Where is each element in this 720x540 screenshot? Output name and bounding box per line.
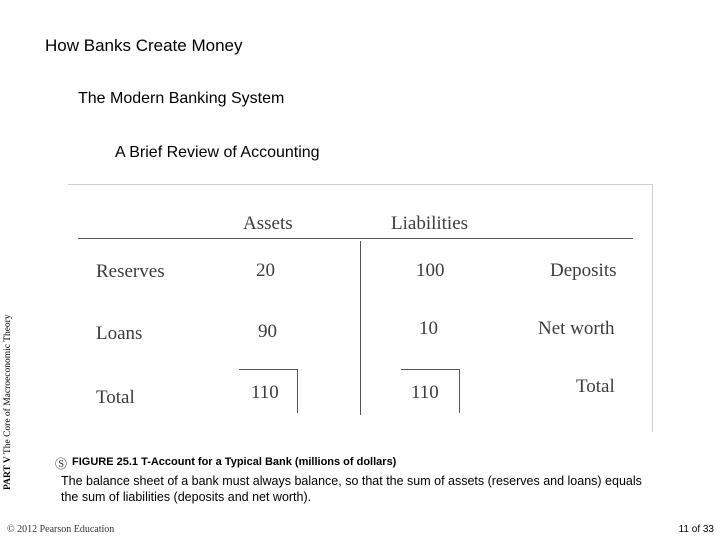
liabilities-total-rule — [401, 369, 459, 370]
assets-total-value: 110 — [251, 382, 279, 403]
assets-total-label: Total — [96, 387, 135, 408]
subsection-heading: A Brief Review of Accounting — [115, 144, 320, 161]
figure-caption: FIGURE 25.1 T-Account for a Typical Bank (millions of dollars) — [72, 456, 397, 468]
t-account-figure — [68, 184, 653, 432]
t-account-horizontal-rule — [78, 238, 633, 239]
reserves-label: Reserves — [96, 261, 165, 282]
liabilities-total-label: Total — [576, 376, 615, 397]
liabilities-total-rule-vertical — [459, 369, 460, 413]
assets-total-rule — [239, 369, 297, 370]
assets-header: Assets — [243, 213, 293, 234]
side-text: The Core of Macroeconomic Theory — [3, 314, 13, 455]
figure-icon: Ⓢ — [55, 457, 68, 471]
loans-label: Loans — [96, 323, 143, 344]
deposits-label: Deposits — [550, 260, 617, 281]
liabilities-header: Liabilities — [391, 213, 469, 234]
loans-value: 90 — [258, 321, 277, 342]
section-heading: The Modern Banking System — [78, 90, 285, 107]
side-part: PART V — [3, 456, 13, 490]
net-worth-label: Net worth — [538, 318, 615, 339]
assets-total-rule-vertical — [297, 369, 298, 413]
liabilities-total-value: 110 — [411, 382, 439, 403]
slide-title: How Banks Create Money — [45, 36, 243, 55]
side-label — [3, 300, 17, 490]
copyright: © 2012 Pearson Education — [7, 524, 115, 535]
reserves-value: 20 — [256, 260, 275, 281]
deposits-value: 100 — [416, 260, 445, 281]
t-account-vertical-rule — [360, 241, 361, 415]
net-worth-value: 10 — [419, 318, 438, 339]
page-number: 11 of 33 — [678, 524, 714, 535]
figure-description: The balance sheet of a bank must always balance, so that the sum of assets (reserves and loans) equals the sum of liabilities (deposits and net worth). — [61, 474, 642, 504]
